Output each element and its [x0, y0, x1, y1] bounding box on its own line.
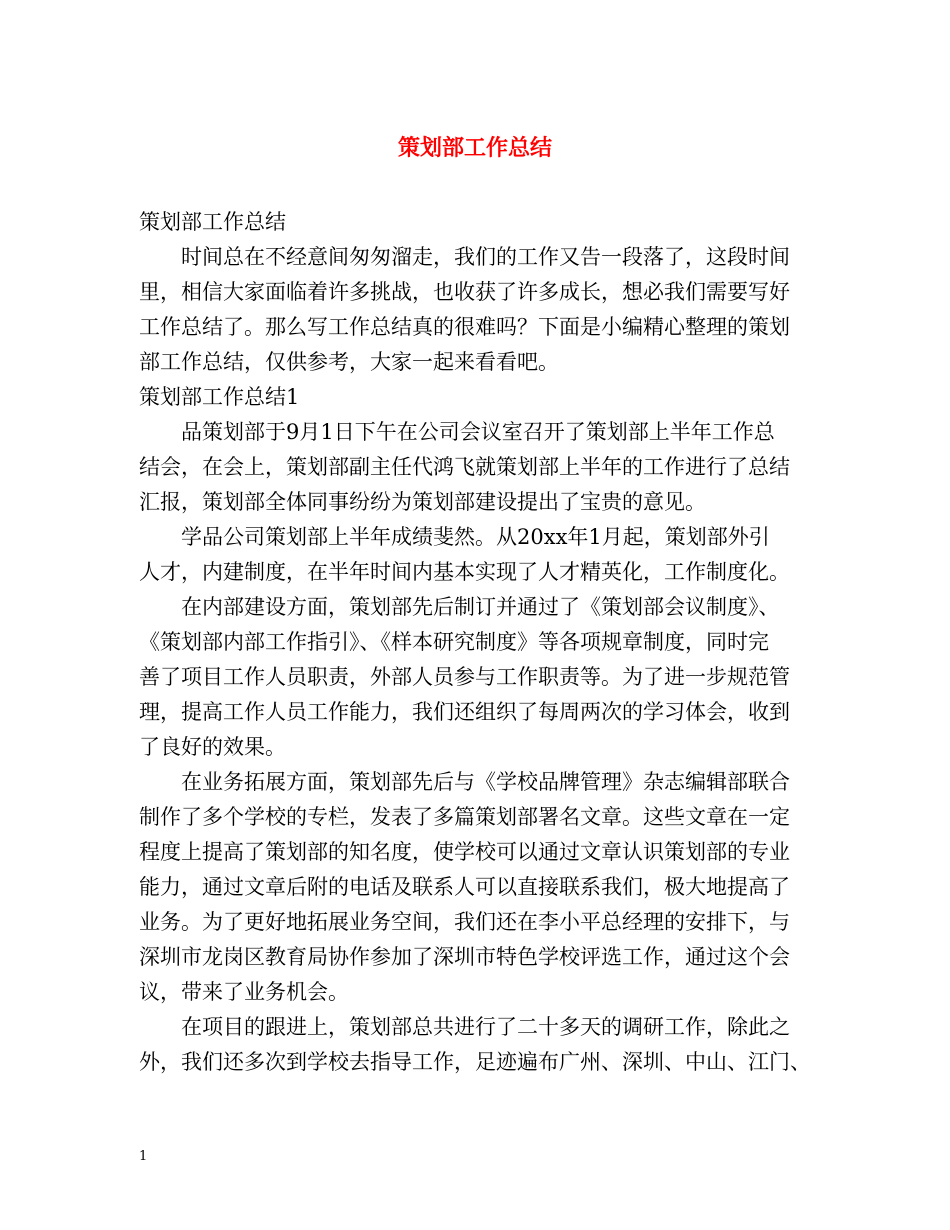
- paragraph-line: 能力，通过文章后附的电话及联系人可以直接联系我们，极大地提高了: [139, 875, 790, 899]
- paragraph-line: 部工作总结，仅供参考，大家一起来看看吧。: [139, 350, 559, 374]
- paragraph-line: 在项目的跟进上，策划部总共进行了二十多天的调研工作，除此之: [181, 1015, 790, 1039]
- paragraph-line: 《策划部内部工作指引》、《样本研究制度》等各项规章制度，同时完: [139, 630, 769, 654]
- paragraph-line: 品策划部于9月1日下午在公司会议室召开了策划部上半年工作总: [181, 420, 775, 444]
- paragraph-line: 程度上提高了策划部的知名度，使学校可以通过文章认识策划部的专业: [139, 840, 790, 864]
- paragraph-line: 理，提高工作人员工作能力，我们还组织了每周两次的学习体会，收到: [139, 700, 790, 724]
- page-number: 1: [139, 1149, 148, 1164]
- paragraph-line: 结会，在会上，策划部副主任代鸿飞就策划部上半年的工作进行了总结: [139, 455, 790, 479]
- paragraph-line: 里，相信大家面临着许多挑战，也收获了许多成长，想必我们需要写好: [139, 280, 790, 304]
- paragraph-line: 汇报，策划部全体同事纷纷为策划部建设提出了宝贵的意见。: [139, 490, 706, 514]
- document-body: [139, 205, 819, 1080]
- paragraph-line: 在内部建设方面，策划部先后制订并通过了《策划部会议制度》、: [181, 595, 780, 619]
- paragraph-line: 了良好的效果。: [139, 735, 286, 759]
- paragraph-line: 议，带来了业务机会。: [139, 980, 349, 1004]
- document-title: 策划部工作总结: [397, 135, 552, 161]
- section-heading: 策划部工作总结: [139, 210, 286, 234]
- paragraph-line: 在业务拓展方面，策划部先后与《学校品牌管理》杂志编辑部联合: [181, 770, 790, 794]
- paragraph-line: 制作了多个学校的专栏，发表了多篇策划部署名文章。这些文章在一定: [139, 805, 790, 829]
- paragraph-line: 学品公司策划部上半年成绩斐然。从20xx年1月起，策划部外引: [181, 525, 770, 549]
- paragraph-line: 外，我们还多次到学校去指导工作，足迹遍布广州、深圳、中山、江门、: [139, 1050, 811, 1074]
- paragraph-line: 人才，内建制度，在半年时间内基本实现了人才精英化，工作制度化。: [139, 560, 790, 584]
- paragraph-line: 工作总结了。那么写工作总结真的很难吗？下面是小编精心整理的策划: [139, 315, 790, 339]
- paragraph-line: 时间总在不经意间匆匆溜走，我们的工作又告一段落了，这段时间: [181, 245, 790, 269]
- paragraph-line: 善了项目工作人员职责，外部人员参与工作职责等。为了进一步规范管: [139, 665, 790, 689]
- paragraph-line: 业务。为了更好地拓展业务空间，我们还在李小平总经理的安排下，与: [139, 910, 790, 934]
- paragraph-line: 深圳市龙岗区教育局协作参加了深圳市特色学校评选工作，通过这个会: [139, 945, 790, 969]
- section-heading: 策划部工作总结1: [139, 385, 300, 409]
